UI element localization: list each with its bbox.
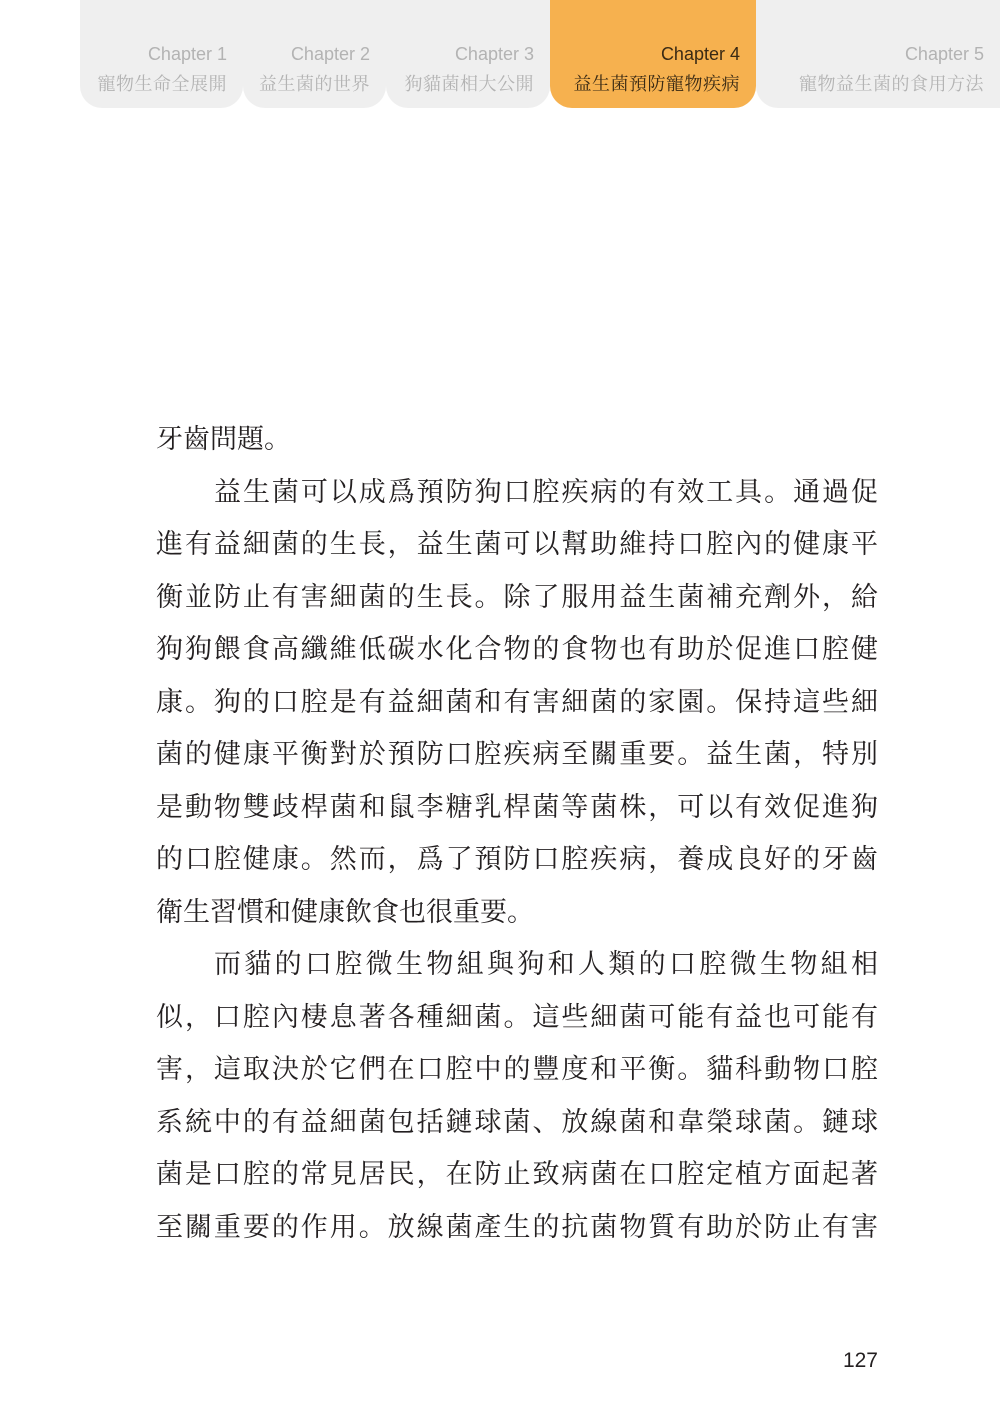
body-text xyxy=(156,414,878,1254)
tab-chapter-4[interactable] xyxy=(550,0,756,108)
text-line: 系統中的有益細菌包括鏈球菌、放線菌和韋榮球菌。鏈球 xyxy=(156,1106,878,1138)
tab-chapter-title: 益生菌的世界 xyxy=(259,74,370,95)
text-line: 牙齒問題。 xyxy=(156,424,291,455)
text-line: 衛生習慣和健康飲食也很重要。 xyxy=(156,896,534,928)
text-line: 衡並防止有害細菌的生長。除了服用益生菌補充劑外，給 xyxy=(156,581,878,613)
tab-chapter-2[interactable] xyxy=(243,0,386,108)
tab-chapter-label: Chapter 4 xyxy=(660,44,740,64)
tab-chapter-label: Chapter 5 xyxy=(904,44,984,64)
text-line: 狗狗餵食高纖維低碳水化合物的食物也有助於促進口腔健 xyxy=(156,634,878,665)
tab-chapter-label: Chapter 2 xyxy=(290,44,370,64)
text-line: 菌的健康平衡對於預防口腔疾病至關重要。益生菌，特別 xyxy=(156,739,878,770)
tab-chapter-title: 益生菌預防寵物疾病 xyxy=(573,74,740,95)
tab-chapter-label: Chapter 1 xyxy=(147,44,227,64)
tab-chapter-title: 寵物益生菌的食用方法 xyxy=(799,74,984,95)
tab-chapter-5[interactable] xyxy=(756,0,1000,108)
text-line: 進有益細菌的生長，益生菌可以幫助維持口腔內的健康平 xyxy=(156,529,878,560)
text-line: 害，這取決於它們在口腔中的豐度和平衡。貓科動物口腔 xyxy=(156,1054,878,1085)
text-line: 似，口腔內棲息著各種細菌。這些細菌可能有益也可能有 xyxy=(156,1001,878,1033)
tab-chapter-label: Chapter 3 xyxy=(454,44,534,64)
text-line: 至關重要的作用。放線菌產生的抗菌物質有助於防止有害 xyxy=(156,1211,878,1243)
text-line: 而貓的口腔微生物組與狗和人類的口腔微生物組相 xyxy=(214,949,878,980)
text-line: 是動物雙歧桿菌和鼠李糖乳桿菌等菌株，可以有效促進狗 xyxy=(156,791,878,823)
tab-chapter-title: 狗貓菌相大公開 xyxy=(404,74,534,95)
tab-chapter-title: 寵物生命全展開 xyxy=(97,74,227,95)
text-line: 康。狗的口腔是有益細菌和有害細菌的家園。保持這些細 xyxy=(156,686,878,718)
text-line: 的口腔健康。然而，爲了預防口腔疾病，養成良好的牙齒 xyxy=(156,844,878,875)
page-number: 127 xyxy=(842,1349,878,1372)
text-line: 益生菌可以成爲預防狗口腔疾病的有效工具。通過促 xyxy=(214,476,878,508)
tab-chapter-3[interactable] xyxy=(386,0,550,108)
text-line: 菌是口腔的常見居民，在防止致病菌在口腔定植方面起著 xyxy=(156,1159,878,1190)
tab-chapter-1[interactable] xyxy=(80,0,243,108)
